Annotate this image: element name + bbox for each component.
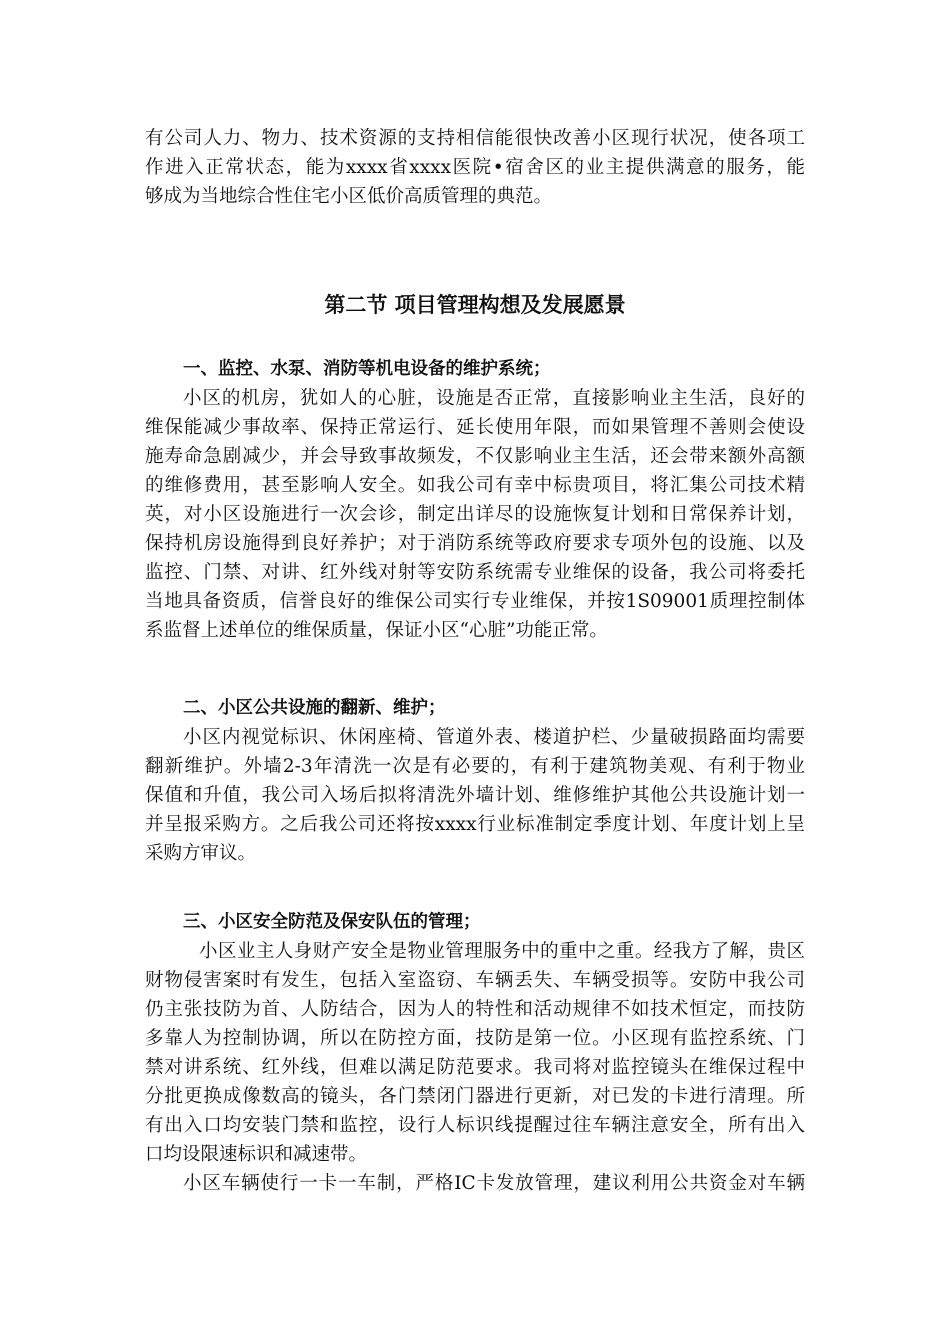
paragraph-line: 财物侵害案时有发生，包括入室盗窃、车辆丢失、车辆受损等。安防中我公司 xyxy=(145,970,805,991)
paragraph-line: 禁对讲系统、红外线，但难以满足防范要求。我司将对监控镜头在维保过程中 xyxy=(145,1057,805,1078)
paragraph-line: 的维修费用，甚至影响人安全。如我公司有幸中标贵项目，将汇集公司技术精 xyxy=(145,475,805,496)
paragraph-line: 翻新维护。外墙2-3年清洗一次是有必要的，有利于建筑物美观、有利于物业 xyxy=(145,756,805,777)
paragraph-line: 英，对小区设施进行一次会诊，制定出详尽的设施恢复计划和日常保养计划， xyxy=(145,504,805,525)
intro-line: 作进入正常状态，能为xxxx省xxxx医院•宿舍区的业主提供满意的服务，能 xyxy=(145,157,805,178)
paragraph-line: 口均设限速标识和减速带。 xyxy=(145,1144,368,1165)
paragraph-line: 系监督上述单位的维保质量，保证小区“心脏”功能正常。 xyxy=(145,620,608,641)
paragraph-line: 小区的机房，犹如人的心脏，设施是否正常，直接影响业主生活，良好的 xyxy=(183,388,805,409)
paragraph-line: 维保能减少事故率、保持正常运行、延长使用年限，而如果管理不善则会使设 xyxy=(145,417,805,438)
paragraph-line: 多靠人为控制协调，所以在防控方面，技防是第一位。小区现有监控系统、门 xyxy=(145,1028,805,1049)
intro-line: 够成为当地综合性住宅小区低价高质管理的典范。 xyxy=(145,186,553,207)
paragraph-line: 监控、门禁、对讲、红外线对射等安防系统需专业维保的设备，我公司将委托 xyxy=(145,562,805,583)
paragraph-line: 分批更换成像数高的镜头，各门禁闭门器进行更新，对已发的卡进行清理。所 xyxy=(145,1086,805,1107)
paragraph-line: 小区车辆使行一卡一车制，严格IC卡发放管理，建议利用公共资金对车辆 xyxy=(183,1173,805,1194)
paragraph-line: 仍主张技防为首、人防结合，因为人的特性和活动规律不如技术恒定，而技防 xyxy=(145,999,805,1020)
paragraph-line: 保值和升值，我公司入场后拟将清洗外墙计划、维修维护其他公共设施计划一 xyxy=(145,785,805,806)
paragraph-line: 保持机房设施得到良好养护；对于消防系统等政府要求专项外包的设施、以及 xyxy=(145,533,805,554)
paragraph-line: 小区内视觉标识、休闲座椅、管道外表、楼道护栏、少量破损路面均需要 xyxy=(183,727,805,748)
paragraph-line: 当地具备资质，信誉良好的维保公司实行专业维保，并按1S09001质理控制体 xyxy=(145,591,805,612)
section-title: 第二节 项目管理构想及发展愿景 xyxy=(324,293,626,317)
paragraph-line: 有出入口均安装门禁和监控，设行人标识线提醒过往车辆注意安全，所有出入 xyxy=(145,1115,805,1136)
subsection-heading-2: 二、小区公共设施的翻新、维护； xyxy=(183,698,446,718)
paragraph-line: 小区业主人身财产安全是物业管理服务中的重中之重。经我方了解，贵区 xyxy=(199,941,805,962)
paragraph-line: 采购方审议。 xyxy=(145,843,257,864)
intro-line: 有公司人力、物力、技术资源的支持相信能很快改善小区现行状况，使各项工 xyxy=(145,128,805,149)
subsection-heading-1: 一、监控、水泵、消防等机电设备的维护系统； xyxy=(183,359,551,379)
subsection-heading-3: 三、小区安全防范及保安队伍的管理； xyxy=(183,912,481,932)
paragraph-line: 并呈报采购方。之后我公司还将按xxxx行业标准制定季度计划、年度计划上呈 xyxy=(145,814,805,835)
paragraph-line: 施寿命急剧减少，并会导致事故频发，不仅影响业主生活，还会带来额外高额 xyxy=(145,446,805,467)
